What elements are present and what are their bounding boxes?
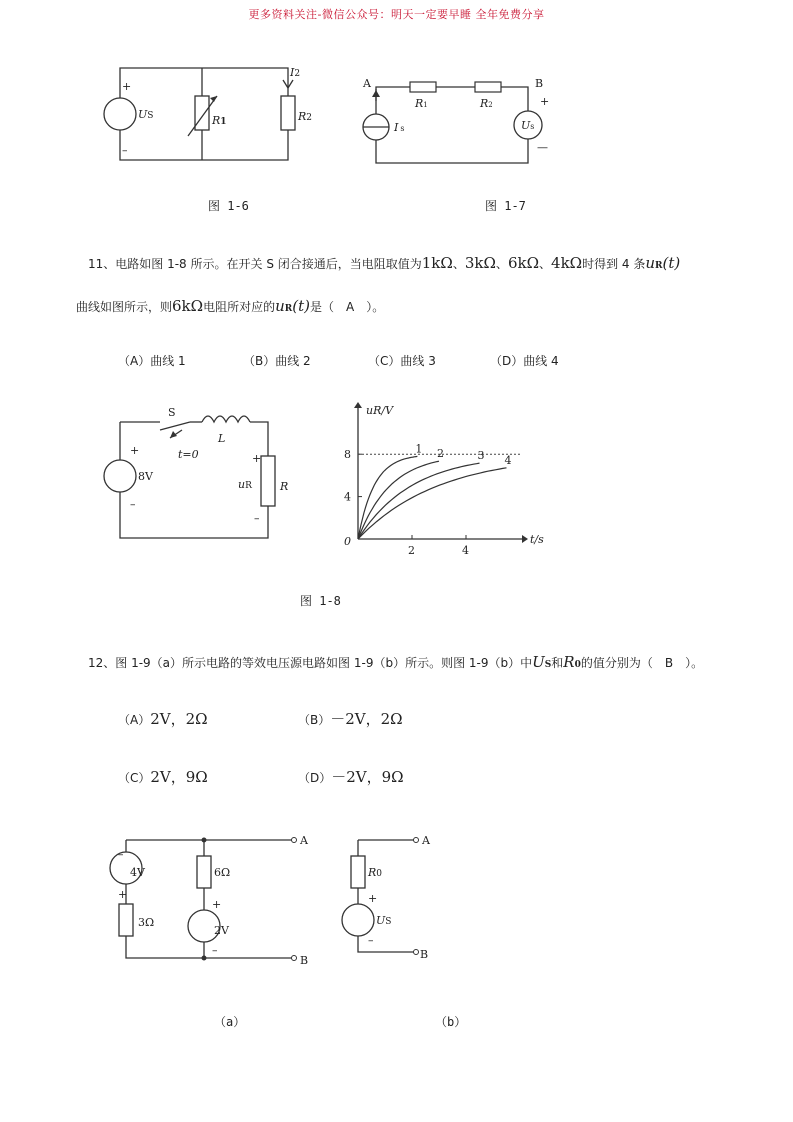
figure-1-8-chart <box>336 398 544 563</box>
fig19a-minus-2: – <box>212 944 218 957</box>
q11-option-a: （A）曲线 1 <box>118 354 186 368</box>
chart-y-label: uR/V <box>366 404 394 417</box>
chart-origin-label: 0 <box>344 535 351 548</box>
q11-r2: 3kΩ <box>464 254 496 272</box>
fig18-caption: 图 1-8 <box>300 594 341 608</box>
fig19b-us-sub: S <box>385 917 392 927</box>
fig18-minus-r: – <box>254 512 260 525</box>
fig16-us-label: U <box>138 108 148 121</box>
fig19a-node-a: A <box>300 834 308 847</box>
chart-y-arrow <box>354 402 362 408</box>
chart-series-3 <box>358 463 480 539</box>
q12-text-b: 的值分别为（ B ）。 <box>580 656 704 670</box>
q11-text-c: 曲线如图所示，则 <box>76 300 173 314</box>
q11-r1: 1kΩ <box>421 254 453 272</box>
q11-ur: uR(t) <box>645 254 681 272</box>
fig19a-plus-1: + <box>118 888 128 901</box>
fig17-node-a: A <box>363 77 371 90</box>
fig19a-r3-label: 3Ω <box>138 916 155 929</box>
figure-1-9b-circuit <box>336 830 456 970</box>
q12-option-d: （D）－2V，9Ω <box>298 768 404 786</box>
fig19b-us-label: U <box>376 914 386 927</box>
svg-text:uR <box>238 478 252 491</box>
fig17-r2-sub: 2 <box>488 101 493 109</box>
fig19a-r6-label: 6Ω <box>214 866 231 879</box>
fig19b-r0-sub: 0 <box>376 869 383 879</box>
q11-option-b: （B）曲线 2 <box>243 354 311 368</box>
fig17-caption: 图 1-7 <box>485 199 526 213</box>
q11-line2 <box>76 296 384 319</box>
fig18-t0-label: t=0 <box>178 448 199 461</box>
promo-header: 更多资料关注-微信公众号：明天一定要早睡 全年免费分享 <box>248 8 545 21</box>
fig18-minus-src: – <box>130 498 136 511</box>
svg-text:I2 <box>289 66 300 79</box>
chart-x-tick-label: 4 <box>462 544 469 557</box>
fig19b-caption: （b） <box>435 1015 467 1029</box>
chart-series-label-3: 3 <box>477 449 485 463</box>
figure-1-9a-circuit <box>104 830 319 970</box>
q12-option-c: （C）2V，9Ω <box>118 768 208 786</box>
q11-text-d: 电阻所对应的 <box>203 300 276 314</box>
fig17-us-label: U <box>521 119 531 132</box>
fig16-i2-sub: 2 <box>294 69 301 79</box>
figure-1-8-circuit <box>100 400 300 545</box>
fig16-caption: 图 1-6 <box>208 199 249 213</box>
chart-x-tick-label: 2 <box>408 544 415 557</box>
q11-r4: 4kΩ <box>551 254 583 272</box>
fig17-r1-sub: 1 <box>423 101 428 109</box>
fig18-plus-r: + <box>252 452 262 465</box>
fig19b-r0-label: R <box>368 866 377 879</box>
q12-r0: R0 <box>563 653 581 671</box>
chart-series-label-4: 4 <box>504 453 512 467</box>
fig16-us-sub: S <box>147 111 154 121</box>
q11-sep3: 、 <box>539 257 552 271</box>
fig18-inductor-label: L <box>218 432 226 445</box>
figure-1-6-circuit <box>100 60 313 170</box>
q11-r3: 6kΩ <box>507 254 540 272</box>
fig18-switch-label: S <box>168 406 176 419</box>
svg-text:R1 <box>414 97 428 110</box>
chart-x-label: t/s <box>530 533 544 546</box>
chart-y-tick-label: 4 <box>344 490 351 504</box>
q12-us: US <box>532 653 552 671</box>
fig16-minus: – <box>122 144 128 157</box>
chart-y-tick-label: 8 <box>344 448 351 462</box>
fig17-minus: — <box>537 141 548 154</box>
fig17-us-sub: s <box>530 122 535 131</box>
fig18-ur-sub: R <box>245 481 252 491</box>
chart-series-label-1: 1 <box>415 442 423 456</box>
fig17-r1-label: R <box>415 97 424 110</box>
q11-text-b: 时得到 4 条 <box>582 257 646 271</box>
svg-text:R1 <box>211 114 227 127</box>
fig16-r1-sub: 1 <box>220 117 227 127</box>
fig17-is-sub: s <box>400 124 405 133</box>
fig16-r2-sub: 2 <box>306 113 313 123</box>
chart-series-4 <box>358 468 507 539</box>
fig16-r2-label: R <box>298 110 307 123</box>
fig18-plus-src: + <box>130 444 140 457</box>
chart-series-label-2: 2 <box>437 447 444 461</box>
fig19b-node-a: A <box>422 834 430 847</box>
fig19b-node-b: B <box>420 948 429 961</box>
fig16-plus: + <box>122 80 132 93</box>
q11-text-e: 是（ A ）。 <box>310 300 385 314</box>
figure-1-7-circuit <box>360 75 560 170</box>
fig17-plus: + <box>540 95 550 108</box>
q11-ur-2: uR(t) <box>275 297 310 315</box>
q11-text-a: 11、电路如图 1-8 所示。在开关 S 闭合接通后，当电阻取值为 <box>88 257 422 271</box>
q12-text-a: 12、图 1-9（a）所示电路的等效电压源电路如图 1-9（b）所示。则图 1-9（b）中 <box>88 656 533 670</box>
fig19a-minus-1: – <box>118 848 124 861</box>
fig16-i2-label: I <box>290 66 295 79</box>
fig18-source-label: 8V <box>138 470 153 483</box>
svg-text:R2 <box>297 110 312 123</box>
fig18-ur-label: u <box>238 478 246 491</box>
fig17-r2-label: R <box>480 97 489 110</box>
q11-sep2: 、 <box>495 257 508 271</box>
q11-option-c: （C）曲线 3 <box>368 354 436 368</box>
svg-text:R0 <box>367 866 382 879</box>
fig19a-src2-label: 2V <box>214 924 229 937</box>
fig19b-minus: – <box>368 934 374 947</box>
fig17-is-label: I <box>394 121 399 134</box>
chart-x-arrow <box>522 535 528 543</box>
fig19a-caption: （a） <box>214 1015 246 1029</box>
fig19a-src1-label: 4V <box>130 866 145 879</box>
q11-sep1: 、 <box>452 257 465 271</box>
q11-option-d: （D）曲线 4 <box>490 354 559 368</box>
q11-r-target: 6kΩ <box>172 297 204 315</box>
q12-and: 和 <box>551 656 564 670</box>
q12-line <box>88 652 703 675</box>
q12-option-a: （A）2V，2Ω <box>118 710 208 728</box>
q12-option-b: （B）－2V，2Ω <box>298 710 403 728</box>
svg-text:R2 <box>479 97 493 110</box>
q11-line1 <box>88 253 680 276</box>
fig18-r-label: R <box>280 480 289 493</box>
svg-text:US <box>138 108 153 121</box>
fig19a-plus-2: + <box>212 898 222 911</box>
svg-text:US <box>376 914 391 927</box>
svg-text:Is <box>393 121 404 134</box>
fig16-r1-label: R <box>212 114 221 127</box>
fig19b-plus: + <box>368 892 378 905</box>
fig17-node-b: B <box>535 77 544 90</box>
fig19a-node-b: B <box>300 954 309 967</box>
